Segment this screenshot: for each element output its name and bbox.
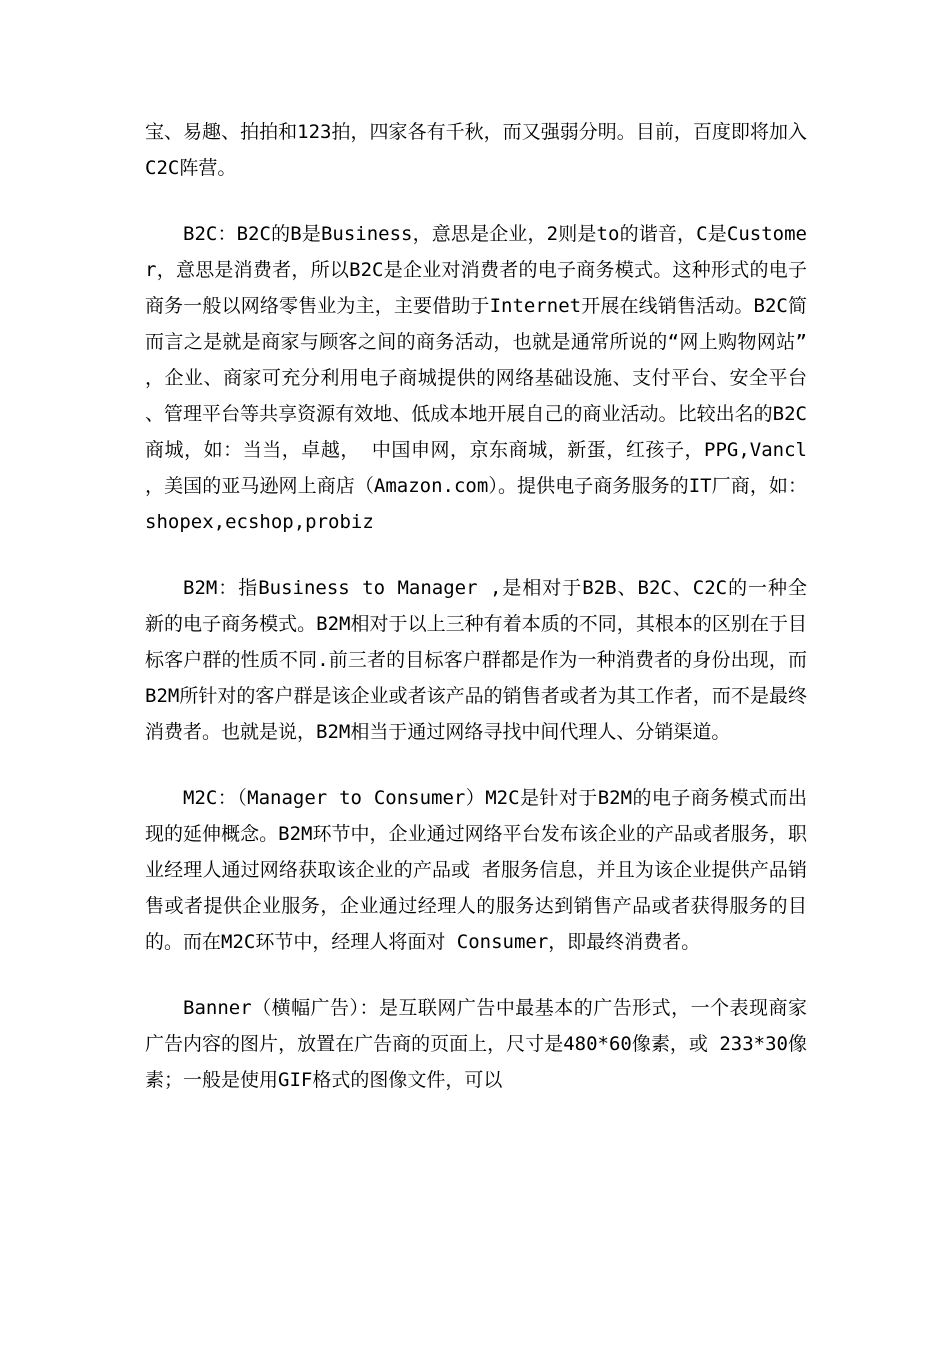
paragraph-b2c: B2C：B2C的B是Business，意思是企业，2则是to的谐音，C是Customer，意思是消费者，所以B2C是企业对消费者的电子商务模式。这种形式的电子商务一般以网络零售业为主，主要借助于Internet开展在线销售活动。B2C简而言之是就是商家与顾客之间的商务活动，也就是通常所说的“网上购物网站”，企业、商家可充分利用电子商城提供的网络基础设施、支付平台、安全平台、管理平台等共享资源有效地、低成本地开展自己的商业活动。比较出名的B2C商城，如：当当，卓越， 中国申网，京东商城，新蛋，红孩子，PPG,Vancl，美国的亚马逊网上商店（Amazon.com）。提供电子商务服务的IT厂商，如：shopex,ecshop,probiz bbox=[145, 223, 807, 533]
paragraph-b2m: B2M：指Business to Manager ,是相对于B2B、B2C、C2C的一种全新的电子商务模式。B2M相对于以上三种有着本质的不同，其根本的区别在于目标客户群的性质不同.前三者的目标客户群都是作为一种消费者的身份出现，而B2M所针对的客户群是该企业或者该产品的销售者或者为其工作者，而不是最终消费者。也就是说，B2M相当于通过网络寻找中间代理人、分销渠道。 bbox=[145, 577, 807, 743]
document-body bbox=[145, 114, 807, 1098]
paragraph-c2c-continuation: 宝、易趣、拍拍和123拍，四家各有千秋，而又强弱分明。目前，百度即将加入C2C阵营。 bbox=[145, 121, 807, 179]
paragraph-banner: Banner（横幅广告）：是互联网广告中最基本的广告形式，一个表现商家广告内容的图片，放置在广告商的页面上，尺寸是480*60像素，或 233*30像素；一般是使用GIF格式的图像文件，可以 bbox=[145, 997, 807, 1091]
paragraph-m2c: M2C：（Manager to Consumer）M2C是针对于B2M的电子商务模式而出现的延伸概念。B2M环节中，企业通过网络平台发布该企业的产品或者服务，职业经理人通过网络获取该企业的产品或 者服务信息，并且为该企业提供产品销售或者提供企业服务，企业通过经理人的服务达到销售产品或者获得服务的目的。而在M2C环节中，经理人将面对 Consumer，即最终消费者。 bbox=[145, 787, 807, 953]
